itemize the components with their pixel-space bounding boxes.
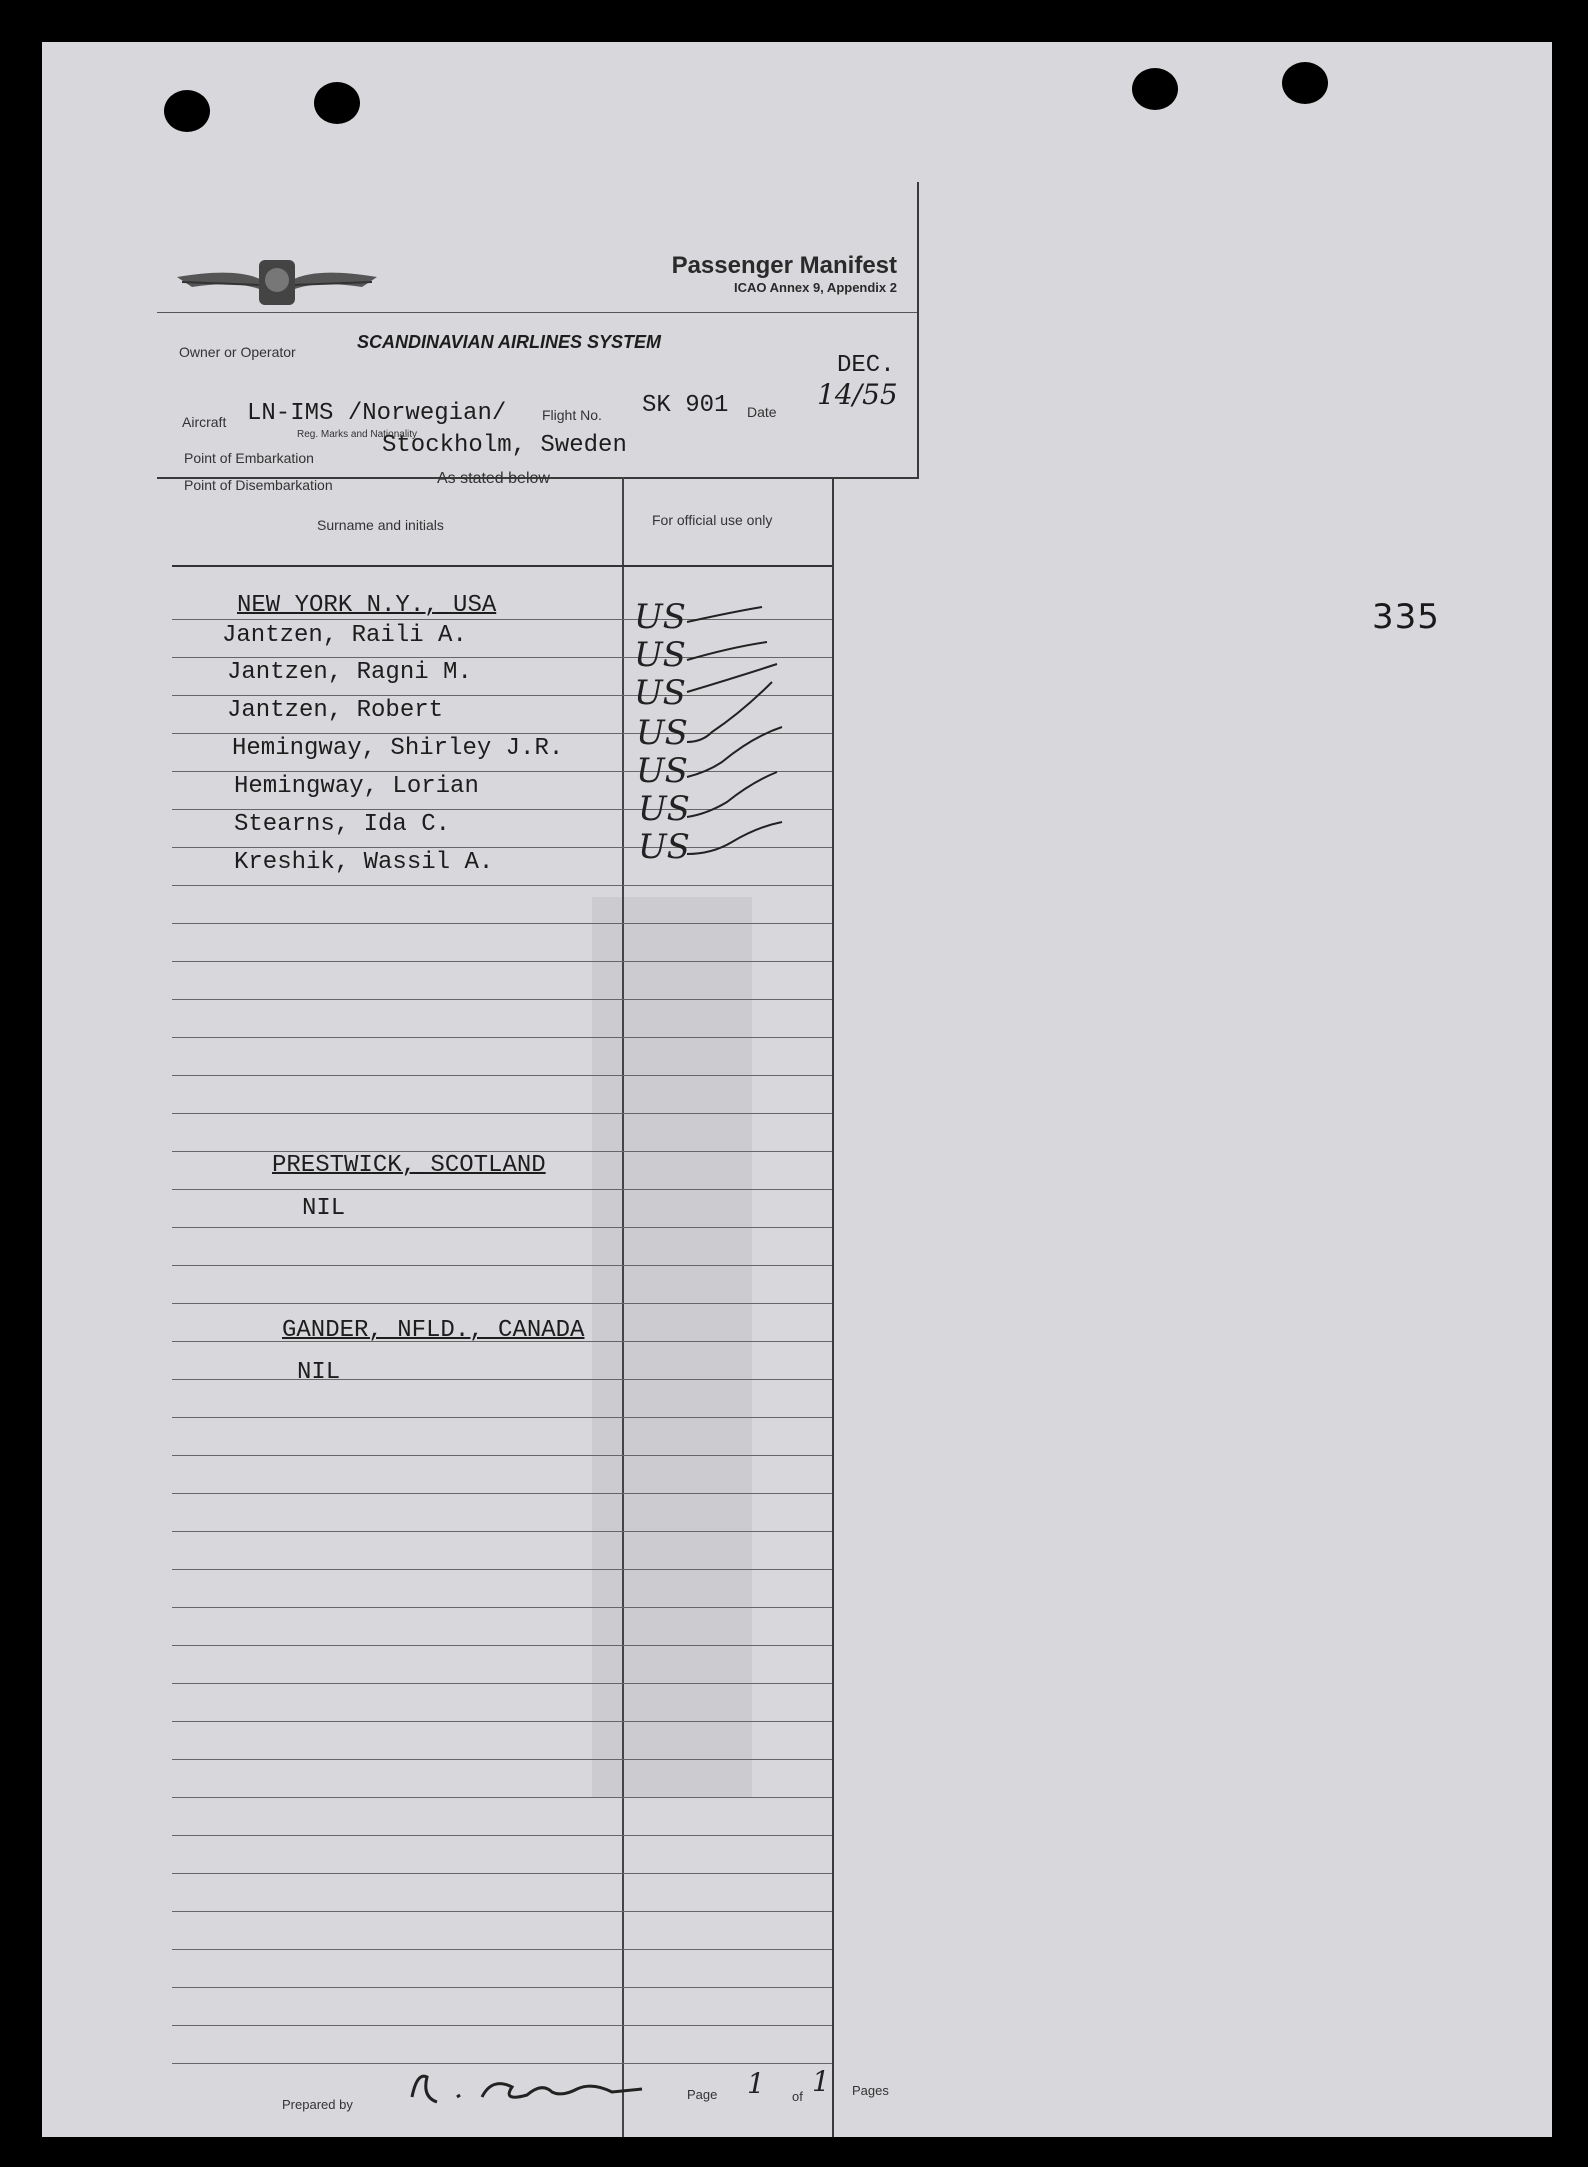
passenger-name: Jantzen, Raili A.	[222, 622, 467, 649]
row-rule	[172, 1531, 832, 1532]
disembarkation-label: Point of Disembarkation	[184, 477, 333, 493]
row-rule	[172, 1265, 832, 1266]
row-rule	[172, 1075, 832, 1076]
row-rule	[172, 1607, 832, 1608]
column-header-name: Surname and initials	[317, 517, 444, 533]
page-number: 335	[1372, 597, 1440, 637]
winged-logo-icon	[177, 242, 377, 322]
official-mark: US	[638, 827, 690, 867]
row-rule	[172, 1189, 832, 1190]
official-mark: US	[638, 789, 690, 829]
page-label: Page	[687, 2087, 718, 2102]
header-rule	[172, 565, 832, 567]
punch-hole	[1282, 62, 1328, 104]
row-rule	[172, 1759, 832, 1760]
form-subtitle: ICAO Annex 9, Appendix 2	[733, 280, 897, 295]
punch-hole	[314, 82, 360, 124]
flight-label: Flight No.	[542, 407, 602, 423]
row-rule	[172, 1417, 832, 1418]
punch-hole	[1132, 68, 1178, 110]
date-month: DEC.	[837, 352, 895, 379]
row-rule	[172, 1721, 832, 1722]
of-value: 1	[812, 2065, 830, 2098]
row-rule	[172, 1455, 832, 1456]
passenger-name: Stearns, Ida C.	[234, 811, 451, 838]
official-mark: US	[636, 713, 688, 753]
date-day: 14/55	[817, 378, 898, 411]
section-heading: GANDER, NFLD., CANADA	[282, 1317, 585, 1344]
embarkation-value: Stockholm, Sweden	[382, 432, 627, 459]
owner-value: SCANDINAVIAN AIRLINES SYSTEM	[357, 332, 662, 352]
section-heading: NEW YORK N.Y., USA	[237, 592, 497, 619]
row-rule	[172, 1835, 832, 1836]
row-rule	[172, 1797, 832, 1798]
form-title: Passenger Manifest	[671, 252, 897, 279]
manifest-sheet	[42, 42, 1552, 2137]
embarkation-label: Point of Embarkation	[184, 450, 314, 466]
prepared-by-label: Prepared by	[282, 2097, 353, 2112]
row-rule	[172, 1037, 832, 1038]
row-rule	[172, 1645, 832, 1646]
passenger-name: Hemingway, Lorian	[234, 773, 479, 800]
owner-label: Owner or Operator	[179, 344, 296, 360]
row-rule	[172, 1683, 832, 1684]
signature	[402, 2067, 652, 2112]
row-rule	[172, 1379, 832, 1380]
row-rule	[172, 923, 832, 924]
passenger-name: Kreshik, Wassil A.	[234, 849, 494, 876]
row-rule	[172, 961, 832, 962]
row-rule	[172, 2063, 832, 2064]
row-rule	[172, 1227, 832, 1228]
divider	[157, 312, 917, 313]
column-divider	[622, 477, 624, 2137]
row-rule	[172, 1569, 832, 1570]
row-rule	[172, 1949, 832, 1950]
checkmark-strokes	[682, 592, 802, 882]
passenger-name: Hemingway, Shirley J.R.	[232, 735, 564, 762]
row-rule	[172, 885, 832, 886]
disembarkation-value: As stated below	[437, 470, 550, 487]
row-rule	[172, 1873, 832, 1874]
passenger-name: Jantzen, Robert	[227, 697, 444, 724]
flight-value: SK 901	[642, 392, 729, 419]
row-rule	[172, 1303, 832, 1304]
aircraft-value: LN-IMS /Norwegian/	[247, 400, 507, 427]
date-label: Date	[747, 404, 777, 420]
section-note: NIL	[297, 1359, 341, 1386]
row-rule	[172, 1113, 832, 1114]
page-value: 1	[747, 2067, 765, 2100]
scan-shading	[592, 897, 752, 1797]
row-rule	[172, 1987, 832, 1988]
official-mark: US	[636, 751, 688, 791]
official-mark: US	[634, 635, 686, 675]
passenger-table	[172, 477, 889, 2137]
official-mark: US	[634, 597, 686, 637]
row-rule	[172, 2025, 832, 2026]
aircraft-sublabel: Reg. Marks and Nationality	[297, 429, 418, 440]
manifest-header	[157, 182, 919, 493]
pages-label: Pages	[852, 2083, 889, 2098]
passenger-name: Jantzen, Ragni M.	[227, 659, 472, 686]
row-rule	[172, 999, 832, 1000]
row-rule	[172, 1493, 832, 1494]
row-rule	[172, 1911, 832, 1912]
aircraft-label: Aircraft	[182, 414, 227, 430]
section-heading: PRESTWICK, SCOTLAND	[272, 1152, 546, 1179]
section-note: NIL	[302, 1195, 346, 1222]
punch-hole	[164, 90, 210, 132]
of-label: of	[792, 2089, 803, 2104]
official-mark: US	[634, 673, 686, 713]
column-header-official: For official use only	[652, 512, 773, 528]
